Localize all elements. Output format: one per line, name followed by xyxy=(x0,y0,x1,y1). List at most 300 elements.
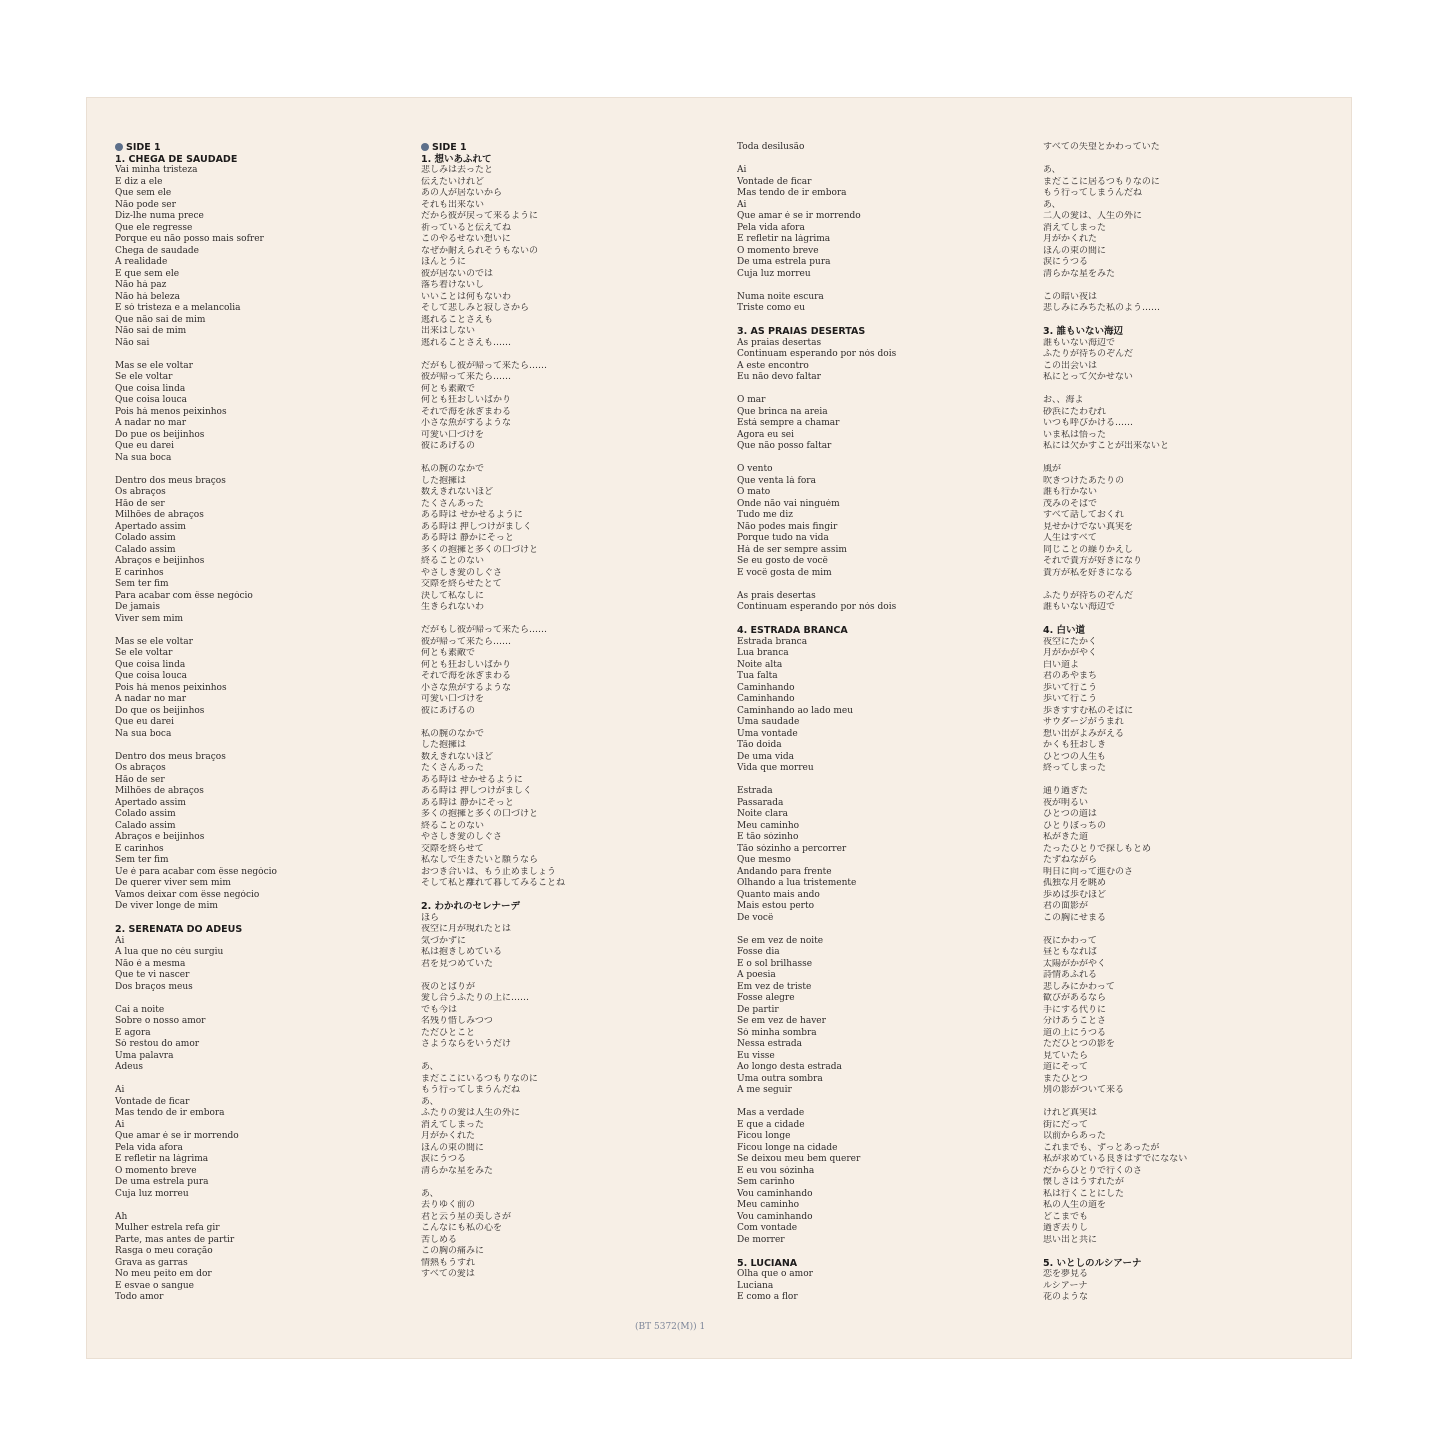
lyric-line: É refletir na lágrima xyxy=(737,234,831,244)
lyric-line: Se em vez de haver xyxy=(737,1016,826,1026)
lyric-line: Pela vida afora xyxy=(737,222,805,233)
lyric-line: Viver sem mim xyxy=(115,613,184,624)
lyric-line: O vento xyxy=(737,464,773,474)
side-label: SIDE 1 xyxy=(432,142,467,153)
lyric-line: Sem carinho xyxy=(737,1177,795,1187)
lyric-line: 出来はしない xyxy=(421,326,476,336)
stanza-break xyxy=(115,1074,405,1086)
lyric-line: Se deixou meu bem querer xyxy=(737,1154,861,1164)
lyric-line: 可愛い口づけを xyxy=(421,429,485,440)
stanza-break xyxy=(737,1097,1027,1109)
song-title: 1. 想いあふれて xyxy=(421,153,492,165)
lyric-line: 月がかくれた xyxy=(421,1131,476,1141)
lyric-line: いま私は悟った xyxy=(1043,429,1107,440)
lyric-line: 悲しみにかわって xyxy=(1043,981,1115,992)
lyric-line: 伝えたいけれど xyxy=(421,176,485,187)
lyric-line: 手にする代りに xyxy=(1043,1004,1107,1015)
lyric-line: Ai xyxy=(737,165,747,175)
lyric-line: 明日に向って進むのさ xyxy=(1043,866,1134,877)
lyric-line: Onde não vai ninguém xyxy=(737,498,840,509)
lyric-line: 詩情あふれる xyxy=(1043,970,1098,980)
stanza-break xyxy=(115,464,405,476)
lyric-line: E diz a ele xyxy=(115,176,163,187)
lyric-line: É só tristeza e a melancolia xyxy=(115,303,241,313)
bullet-dot-icon xyxy=(421,143,429,151)
lyric-line: した抱擁は xyxy=(421,475,467,486)
stanza-break xyxy=(737,924,1027,936)
lyric-line: 砂浜にたわむれ xyxy=(1043,406,1107,417)
lyric-line: この出会いは xyxy=(1043,360,1098,371)
lyric-line: 可愛い口づけを xyxy=(421,694,485,704)
lyric-line: ある時は せかせるように xyxy=(421,774,523,785)
lyric-line: Que coisa linda xyxy=(115,383,186,394)
stanza-break xyxy=(1043,775,1333,787)
lyric-line: 私の人生の道を xyxy=(1043,1200,1107,1210)
lyric-line: Ao longo desta estrada xyxy=(737,1062,842,1072)
lyric-line: した抱擁は xyxy=(421,740,467,750)
lyric-line: このやるせない想いに xyxy=(421,234,511,244)
stanza-break xyxy=(115,349,405,361)
lyric-line: A me seguir xyxy=(737,1085,792,1095)
stanza-break xyxy=(1043,924,1333,936)
lyric-line: 歩めば歩むほど xyxy=(1043,889,1107,900)
lyric-line: Porque eu não posso mais sofrer xyxy=(115,234,264,244)
lyric-line: それで海を泳ぎまわる xyxy=(421,671,512,681)
lyric-line: Caminhando xyxy=(737,694,795,704)
lyric-line: Em vez de triste xyxy=(737,981,812,992)
lyric-line: おつき合いは、もう止めましょう xyxy=(421,866,556,877)
lyric-line: Passarada xyxy=(737,797,784,808)
lyric-line: まだここにいるつもりなのに xyxy=(421,1073,538,1084)
lyric-line: Agora eu sei xyxy=(737,429,795,440)
lyric-line: 月がかがやく xyxy=(1043,648,1098,658)
lyric-line: だがもし彼が帰って来たら…… xyxy=(421,625,548,635)
lyric-line: さようならをいうだけ xyxy=(421,1039,512,1049)
lyric-line: 涙にうつる xyxy=(421,1154,467,1164)
lyric-line: Uma palavra xyxy=(115,1050,174,1061)
lyric-line: それで貴方が好きになり xyxy=(1043,556,1143,566)
lyric-line: De partir xyxy=(737,1004,779,1015)
lyric-line: 落ち着けないし xyxy=(421,280,485,290)
lyric-line: Meu caminho xyxy=(737,820,800,831)
lyric-line: どこまでも xyxy=(1043,1211,1089,1222)
lyric-line: 何とも素敵で xyxy=(421,648,476,658)
bullet-dot-icon xyxy=(115,143,123,151)
lyric-line: だから彼が戻って来るように xyxy=(421,211,539,221)
lyric-line: すべての愛は xyxy=(421,1269,475,1279)
lyric-line: 去りゆく前の xyxy=(421,1200,476,1210)
lyric-line: A lua que no céu surgiu xyxy=(115,947,224,957)
lyric-line: O mar xyxy=(737,395,766,405)
stanza-break xyxy=(421,717,711,729)
lyric-line: 数えきれないほど xyxy=(421,487,494,497)
lyric-line: Se em vez de noite xyxy=(737,935,824,946)
lyric-line: Se ele voltar xyxy=(115,648,173,658)
lyric-line: 太陽がかがやく xyxy=(1043,958,1107,969)
lyric-line: ほんとうに xyxy=(421,257,467,267)
lyric-line: Do que os beijinhos xyxy=(115,705,205,716)
song-title: 3. 誰もいない海辺 xyxy=(1043,326,1124,337)
lyric-line: Todo amor xyxy=(115,1292,164,1302)
lyric-line: Sobre o nosso amor xyxy=(115,1016,206,1026)
lyric-line: Se ele voltar xyxy=(115,372,173,382)
lyric-line: 風が xyxy=(1043,464,1062,474)
lyric-line: たずねながら xyxy=(1043,855,1098,865)
lyric-line: Se eu gosto de você xyxy=(737,556,828,566)
lyric-line: ほんの束の間に xyxy=(421,1142,485,1153)
lyric-line: A este encontro xyxy=(737,360,809,371)
lyric-line: 決して私なしに xyxy=(421,590,485,601)
lyric-line: Cuja luz morreu xyxy=(737,268,811,279)
side-heading xyxy=(421,142,711,154)
lyric-line: 交際を終らせて xyxy=(421,843,484,854)
lyric-line: 街にだって xyxy=(1043,1119,1089,1130)
stanza-break xyxy=(421,349,711,361)
lyric-line: 私にとって欠かせない xyxy=(1043,372,1133,382)
stanza-break xyxy=(737,1246,1027,1258)
lyric-line: 通り過ぎた xyxy=(1043,786,1089,796)
stanza-break xyxy=(421,453,711,465)
lyric-line: De jamais xyxy=(115,602,160,612)
lyric-line: ふたりが待ちのぞんだ xyxy=(1043,349,1134,359)
lyric-line: A nadar no mar xyxy=(115,418,187,428)
lyric-line: Abraços e beijinhos xyxy=(115,832,205,842)
lyric-line: ふたりの愛は人生の外に xyxy=(421,1108,521,1118)
lyric-line: De uma estrela pura xyxy=(737,257,831,267)
lyric-line: ふたりが待ちのぞんだ xyxy=(1043,590,1134,601)
lyric-line: Ah xyxy=(115,1211,128,1222)
lyric-line: それで海を泳ぎまわる xyxy=(421,406,512,417)
stanza-break xyxy=(421,890,711,902)
lyric-line: Que não posso faltar xyxy=(737,441,832,451)
lyric-line: Tão doida xyxy=(737,740,782,750)
lyric-line: Sem ter fim xyxy=(115,579,169,589)
lyric-line: 多くの抱擁と多くの口づけと xyxy=(421,809,539,819)
lyric-line: Lua branca xyxy=(737,648,789,658)
lyric-line: いつも呼びかける…… xyxy=(1043,418,1134,428)
lyric-line: Noite alta xyxy=(737,659,783,670)
column-3 xyxy=(737,142,1027,1304)
lyric-line: Que amar é se ir morrendo xyxy=(737,211,861,221)
song-title: 5. LUCIANA xyxy=(737,1257,798,1269)
side-heading xyxy=(115,142,405,154)
song-title: 5. いとしのルシアーナ xyxy=(1043,1257,1142,1269)
lyric-line: たったひとりで探しもとめ xyxy=(1043,843,1152,854)
lyric-line: Andando para frente xyxy=(737,866,832,877)
lyric-line: Porque tudo na vida xyxy=(737,533,829,543)
lyric-line: Diz-lhe numa prece xyxy=(115,211,204,221)
lyric-line: Que eu darei xyxy=(115,717,174,727)
lyric-line: E carinhos xyxy=(115,567,164,578)
lyric-line: ただひとこと xyxy=(421,1027,476,1038)
lyric-line: これまでも、ずっとあったが xyxy=(1043,1142,1160,1153)
lyric-line: だからひとりで行くのさ xyxy=(1043,1165,1143,1176)
lyric-line: E você gosta de mim xyxy=(737,567,832,578)
lyric-line: 分けあうことさ xyxy=(1043,1016,1107,1026)
stanza-break xyxy=(1043,1246,1333,1258)
lyric-line: 二人の愛は、人生の外に xyxy=(1043,211,1143,221)
lyric-line: ある時は 押しつけがましく xyxy=(421,786,532,796)
lyric-line: 夜にかわって xyxy=(1043,935,1097,946)
lyric-line: 貴方が私を好きになる xyxy=(1043,567,1134,578)
lyric-line: Colado assim xyxy=(115,533,176,543)
lyric-line: 恋を夢見る xyxy=(1043,1269,1089,1279)
stanza-break xyxy=(737,315,1027,327)
lyric-line: Dentro dos meus braços xyxy=(115,475,226,486)
lyric-line: Caminhando ao lado meu xyxy=(737,705,854,716)
lyric-line: 私は行くことにした xyxy=(1043,1188,1125,1199)
lyric-line: もう行ってしまうんだね xyxy=(1043,188,1143,198)
lyric-line: Vai minha tristeza xyxy=(115,165,198,175)
lyric-line: Milhões de abraços xyxy=(115,786,204,796)
lyric-line: 私が求めている良きはずでになない xyxy=(1043,1154,1188,1164)
lyric-line: 誰もいない海辺で xyxy=(1043,602,1116,612)
lyric-line: そして私と離れて暮してみることね xyxy=(421,878,566,888)
song-title: 4. 白い道 xyxy=(1043,625,1086,636)
lyric-line: De uma estrela pura xyxy=(115,1177,209,1187)
lyric-line: Vontade de ficar xyxy=(737,176,812,187)
lyric-line: 生きられないわ xyxy=(421,602,485,612)
song-title: 2. SERENATA DO ADEUS xyxy=(115,924,243,935)
lyric-line: 見ていたら xyxy=(1043,1050,1089,1061)
lyric-line: Sem ter fim xyxy=(115,855,169,865)
lyric-line: Cuja luz morreu xyxy=(115,1188,189,1199)
lyric-line: いいことは何もないわ xyxy=(421,291,512,302)
lyric-line: Mas tendo de ir embora xyxy=(115,1108,225,1118)
lyric-line: 逃れることさえも xyxy=(421,314,494,325)
lyric-line: Luciana xyxy=(737,1280,774,1291)
lyric-line: Pela vida afora xyxy=(115,1142,183,1153)
catalog-number: (BT 5372(M)) 1 xyxy=(635,1322,706,1332)
lyric-line: 白い道よ xyxy=(1043,659,1080,670)
side-label: SIDE 1 xyxy=(126,142,161,153)
lyric-line: E agora xyxy=(115,1027,151,1038)
lyric-line: 想い出がよみがえる xyxy=(1043,728,1125,739)
lyric-line: たくさんあった xyxy=(421,498,484,509)
lyric-line: Que amar é se ir morrendo xyxy=(115,1131,239,1141)
column-2 xyxy=(421,142,711,1281)
song-title: 2. わかれのセレナーデ xyxy=(421,901,521,912)
lyric-line: 何とも素敵で xyxy=(421,383,476,394)
stanza-break xyxy=(1043,280,1333,292)
lyric-line: 人生はすべて xyxy=(1043,533,1097,543)
lyric-line: 愛し合うふたりの上に…… xyxy=(421,993,530,1003)
lyric-line: この暗い夜は xyxy=(1043,291,1098,302)
lyric-line: Calado assim xyxy=(115,820,176,831)
lyric-line: Pois há menos peixinhos xyxy=(115,406,227,417)
lyric-line: Não há beleza xyxy=(115,291,180,302)
lyric-line: Ficou longe xyxy=(737,1131,791,1141)
lyric-line: 君のあやまち xyxy=(1043,671,1098,681)
lyric-line: Dos braços meus xyxy=(115,981,193,992)
lyric-line: ひとつの人生も xyxy=(1043,751,1106,762)
lyric-line: Abraços e beijinhos xyxy=(115,556,205,566)
lyric-line: すべての失望とかわっていた xyxy=(1043,142,1160,152)
lyric-line: 夜が明るい xyxy=(1043,797,1089,808)
lyric-line: Toda desilusão xyxy=(737,142,805,152)
lyric-line: 終ることのない xyxy=(421,820,485,831)
lyric-line: 私には欠かすことが出来ないと xyxy=(1043,441,1170,451)
lyric-line: 小さな魚がするような xyxy=(421,682,512,693)
lyric-line: 終ってしまった xyxy=(1043,763,1107,773)
lyric-line: Há de ser sempre assim xyxy=(737,544,847,555)
stanza-break xyxy=(1043,315,1333,327)
lyric-line: A poesia xyxy=(737,970,776,980)
stanza-break xyxy=(421,1051,711,1063)
lyric-line: ある時は 静かにそっと xyxy=(421,533,514,543)
lyric-line: あ、 xyxy=(421,1096,439,1107)
lyric-line: Eu não devo faltar xyxy=(737,372,821,382)
lyric-line: Tão sózinho a percorrer xyxy=(737,843,847,854)
lyric-line: Nessa estrada xyxy=(737,1039,803,1049)
lyric-line: 消えてしまった xyxy=(1043,222,1107,233)
lyric-line: 彼にあげるの xyxy=(421,441,476,451)
lyric-line: Está sempre a chamar xyxy=(737,418,840,428)
lyric-line: Os abraços xyxy=(115,763,166,773)
lyric-line: あ、 xyxy=(1043,199,1061,210)
lyric-line: けれど真実は xyxy=(1043,1108,1098,1118)
lyric-line: 過ぎ去りし xyxy=(1043,1223,1089,1233)
lyric-line: 君と云う星の美しさが xyxy=(421,1211,512,1222)
stanza-break xyxy=(115,1200,405,1212)
lyric-line: E o sol brilhasse xyxy=(737,958,813,969)
lyric-line: Que te vi nascer xyxy=(115,970,190,980)
lyric-line: すべて話しておくれ xyxy=(1043,510,1124,520)
lyric-line: E esvae o sangue xyxy=(115,1280,194,1291)
lyric-line: Só minha sombra xyxy=(737,1027,817,1038)
stanza-break xyxy=(115,740,405,752)
lyric-line: 情熱もうすれ xyxy=(421,1257,476,1268)
lyric-line: そして悲しみと寂しさから xyxy=(421,303,530,313)
lyric-line: É tão sózinho xyxy=(737,832,799,842)
lyric-line: ほら xyxy=(421,912,440,923)
lyric-line: 昼ともなれば xyxy=(1043,947,1098,957)
lyric-line: No meu peito em dor xyxy=(115,1269,212,1279)
lyric-line: Colado assim xyxy=(115,809,176,819)
lyric-line: でも今は xyxy=(421,1004,458,1015)
lyric-line: ひとつの道は xyxy=(1043,809,1097,819)
lyric-line: お、、海よ xyxy=(1043,395,1084,405)
lyric-line: Vamos deixar com êsse negócio xyxy=(115,889,260,900)
lyric-line: 同じことの繰りかえし xyxy=(1043,544,1134,555)
lyric-line: Não sai de mim xyxy=(115,326,187,336)
lyric-line: Fosse dia xyxy=(737,947,780,957)
lyric-line: É como a flor xyxy=(737,1292,798,1302)
stanza-break xyxy=(1043,154,1333,166)
lyric-line: 私がきた道 xyxy=(1043,832,1089,842)
lyric-line: 多くの抱擁と多くの口づけと xyxy=(421,544,539,555)
lyric-line: Uma saudade xyxy=(737,717,800,727)
song-title: 4. ESTRADA BRANCA xyxy=(737,625,848,636)
lyric-line: A nadar no mar xyxy=(115,694,187,704)
lyric-line: Ficou longe na cidade xyxy=(737,1142,838,1153)
lyric-line: 夜のとばりが xyxy=(421,981,476,992)
lyric-line: Vou caminhando xyxy=(737,1211,813,1222)
lyric-line: 祈っていると伝えてね xyxy=(421,222,512,233)
lyric-line: だがもし彼が帰って来たら…… xyxy=(421,360,548,371)
stanza-break xyxy=(421,1177,711,1189)
lyric-line: Olha que o amor xyxy=(737,1269,813,1279)
lyric-line: 気づかずに xyxy=(421,935,467,946)
lyric-line: É que sem ele xyxy=(115,268,180,279)
lyric-line: もう行ってしまうんだね xyxy=(421,1085,521,1095)
lyric-line: 君を見つめていた xyxy=(421,958,494,969)
lyric-line: É refletir na lágrima xyxy=(115,1154,209,1164)
lyric-line: De morrer xyxy=(737,1234,785,1245)
lyric-line: Quanto mais ando xyxy=(737,889,820,900)
stanza-break xyxy=(1043,579,1333,591)
lyric-line: Não pode ser xyxy=(115,199,176,210)
lyric-line: 涙にうつる xyxy=(1043,257,1089,267)
lyric-line: O momento breve xyxy=(737,245,819,256)
stanza-break xyxy=(421,614,711,626)
lyric-line: 終ることのない xyxy=(421,556,485,566)
stanza-break xyxy=(421,970,711,982)
stanza-break xyxy=(115,913,405,925)
lyric-line: 道の上にうつる xyxy=(1043,1027,1107,1038)
lyric-line: 彼が帰って来たら…… xyxy=(421,636,512,647)
stanza-break xyxy=(1043,1097,1333,1109)
lyric-line: Uma vontade xyxy=(737,728,798,739)
lyric-line: ルシアーナ xyxy=(1043,1280,1088,1291)
lyric-line: Meu caminho xyxy=(737,1200,800,1210)
lyric-line: またひとつ xyxy=(1043,1073,1088,1084)
lyric-line: Cai a noite xyxy=(115,1004,165,1015)
lyric-line: Grava as garras xyxy=(115,1257,188,1268)
lyric-line: 私の腕のなかで xyxy=(421,728,485,739)
stanza-break xyxy=(1043,453,1333,465)
lyric-line: 花のような xyxy=(1043,1292,1089,1302)
lyric-line: Não sai xyxy=(115,337,150,348)
lyric-line: 何とも狂おしいばかり xyxy=(421,395,512,405)
lyric-line: 悲しみは去ったと xyxy=(421,165,494,175)
lyric-line: Que venta lá fora xyxy=(737,475,816,486)
lyric-line: 歓びがあるなら xyxy=(1043,993,1107,1003)
lyric-line: 吹きつけたあたりの xyxy=(1043,475,1125,486)
lyric-line: 清らかな星をみた xyxy=(1043,268,1116,279)
lyric-line: 彼が居ないのでは xyxy=(421,268,494,279)
lyric-line: 歩きすすむ私のそばに xyxy=(1043,705,1134,716)
lyric-line: Ai xyxy=(115,1119,125,1130)
lyric-line: ほんの束の間に xyxy=(1043,245,1107,256)
lyric-line: 誰もいない海辺で xyxy=(1043,337,1116,348)
lyric-line: Hão de ser xyxy=(115,774,165,785)
lyric-line: Eu visse xyxy=(737,1050,775,1061)
lyric-line: Na sua boca xyxy=(115,728,172,739)
lyric-line: E eu vou sózinha xyxy=(737,1165,815,1176)
lyric-line: Que não sai de mim xyxy=(115,314,206,325)
lyric-line: Que coisa linda xyxy=(115,659,186,670)
lyric-line: 茂みのそばで xyxy=(1043,498,1098,509)
lyric-line: ひとりぼっちの xyxy=(1043,820,1107,831)
lyric-line: かくも狂おしき xyxy=(1043,740,1107,750)
lyric-line: Na sua boca xyxy=(115,452,172,463)
lyric-line: Hão de ser xyxy=(115,498,165,509)
lyric-line: Uma outra sombra xyxy=(737,1073,823,1084)
lyric-line: 苦しめる xyxy=(421,1234,458,1245)
lyric-line: サウダージがうまれ xyxy=(1043,717,1124,727)
lyric-line: あの人が居ないから xyxy=(421,188,503,198)
stanza-break xyxy=(737,154,1027,166)
lyric-line: As praias desertas xyxy=(737,337,822,348)
lyric-line: 数えきれないほど xyxy=(421,751,494,762)
lyric-line: 懐しさはうすれたが xyxy=(1043,1177,1125,1187)
lyric-line: Não podes mais fingir xyxy=(737,521,838,532)
lyric-line: 孤独な月を眺め xyxy=(1043,878,1107,888)
lyric-line: Dentro dos meus braços xyxy=(115,751,226,762)
lyric-line: Do pue os beijinhos xyxy=(115,429,205,440)
lyric-line: 悲しみにみちた私のよう…… xyxy=(1043,303,1161,313)
